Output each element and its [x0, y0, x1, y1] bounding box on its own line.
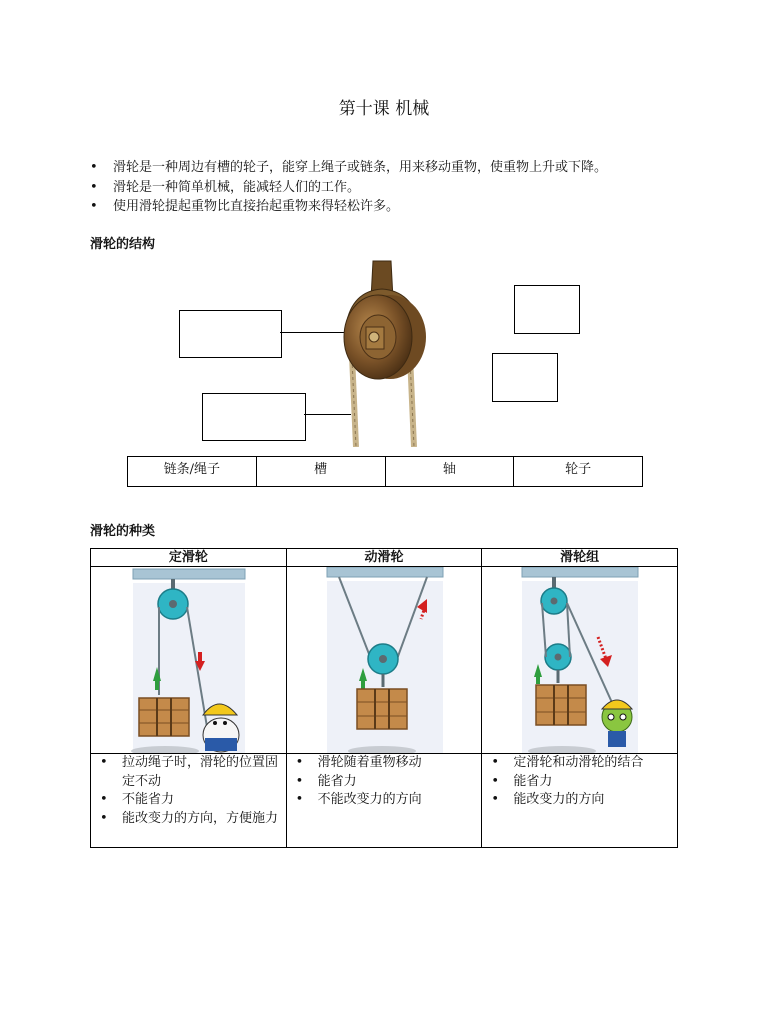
fixed-pulley-description	[91, 754, 287, 848]
label-box-right-lower[interactable]	[492, 353, 558, 402]
fixed-pulley-illustration-cell	[91, 567, 287, 754]
pulley-axle	[369, 332, 379, 342]
answer-option: 轮子	[514, 457, 643, 487]
description-point: • 定滑轮和动滑轮的结合	[482, 754, 677, 773]
pulley-system-illustration	[482, 567, 677, 753]
intro-bullet: • 滑轮是一种周边有槽的轮子，能穿上绳子或链条，用来移动重物，使重物上升或下降。	[90, 158, 730, 178]
ceiling-beam	[327, 567, 443, 577]
description-point: • 能改变力的方向，方便施力	[91, 810, 286, 829]
types-heading: 滑轮的种类	[90, 524, 156, 539]
description-point: • 能省力	[482, 773, 677, 792]
crate	[536, 685, 586, 725]
answer-option: 轴	[385, 457, 514, 487]
ceiling-beam	[133, 569, 245, 579]
answer-option: 槽	[256, 457, 385, 487]
page-title: 第十课 机械	[338, 99, 430, 119]
column-header-fixed-pulley: 定滑轮	[91, 549, 287, 567]
description-point: • 不能省力	[91, 791, 286, 810]
pulley-system-description	[482, 754, 678, 848]
pulley-photo	[330, 259, 440, 447]
label-box-right-upper[interactable]	[514, 285, 580, 334]
ceiling-beam	[522, 567, 638, 577]
intro-bullet: • 使用滑轮提起重物比直接抬起重物来得轻松许多。	[90, 197, 730, 217]
column-header-pulley-system: 滑轮组	[482, 549, 678, 567]
movable-pulley-description	[286, 754, 482, 848]
description-point: • 能省力	[287, 773, 482, 792]
description-point: • 滑轮随着重物移动	[287, 754, 482, 773]
label-box-left-lower[interactable]	[202, 393, 306, 441]
intro-bullet: • 滑轮是一种简单机械，能减轻人们的工作。	[90, 178, 730, 198]
answer-options-table	[127, 456, 643, 487]
description-point: • 不能改变力的方向	[287, 791, 482, 810]
column-header-movable-pulley: 动滑轮	[286, 549, 482, 567]
fixed-pulley-illustration	[91, 567, 286, 753]
pulley-types-table	[90, 548, 678, 848]
movable-pulley-illustration	[287, 567, 482, 753]
label-box-left-upper[interactable]	[179, 310, 282, 358]
crate	[139, 698, 189, 736]
movable-pulley-illustration-cell	[286, 567, 482, 754]
answer-option: 链条/绳子	[128, 457, 257, 487]
pulley-system-illustration-cell	[482, 567, 678, 754]
description-point: • 能改变力的方向	[482, 791, 677, 810]
structure-heading: 滑轮的结构	[90, 237, 156, 252]
description-point: • 拉动绳子时，滑轮的位置固定不动	[91, 754, 286, 791]
crate	[357, 689, 407, 729]
intro-bullet-list	[90, 158, 730, 217]
